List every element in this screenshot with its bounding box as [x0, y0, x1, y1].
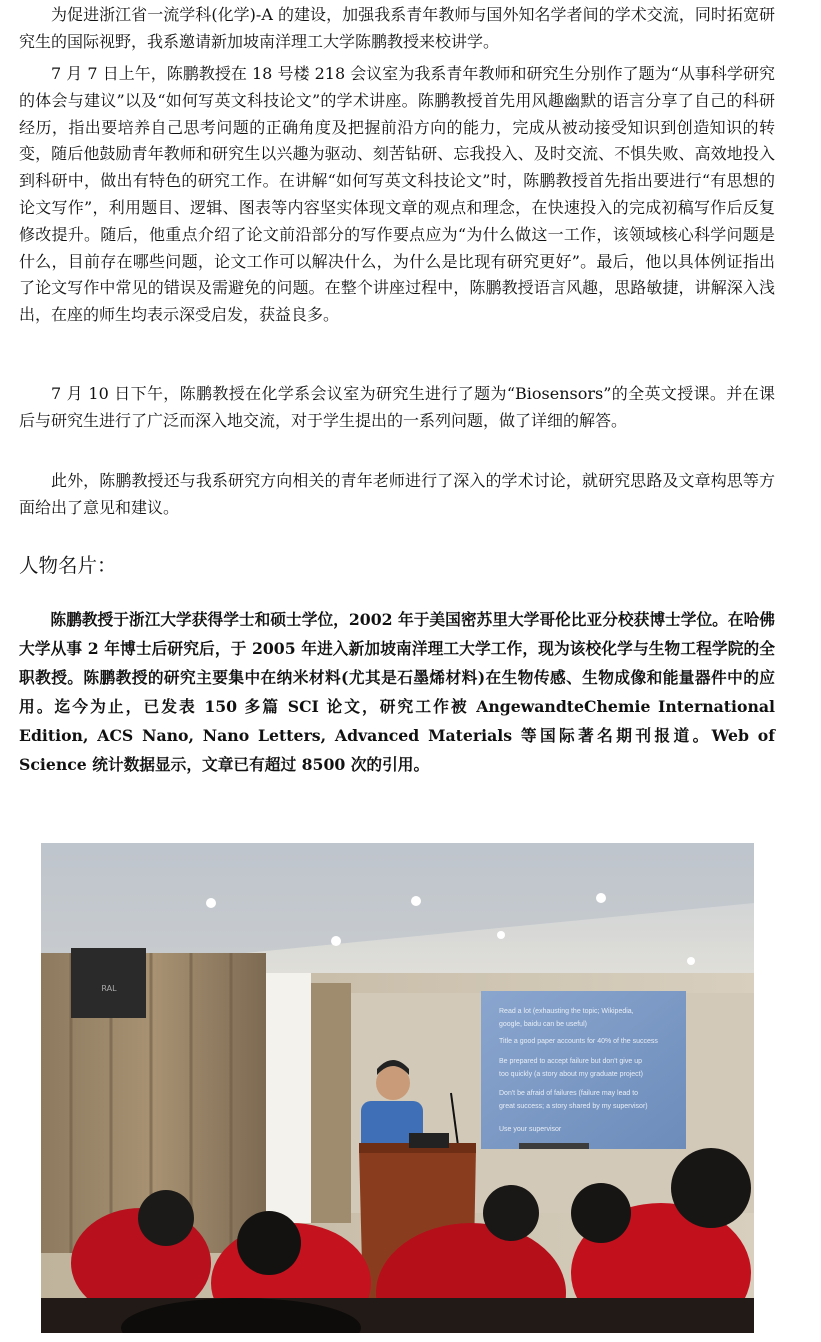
speaker-logo-text: RAL	[101, 984, 117, 993]
slide-line: Be prepared to accept failure but don't give up	[499, 1058, 642, 1065]
slide-line: Read a lot (exhausting the topic; Wikipedia,	[499, 1008, 634, 1015]
lecture-photo	[41, 843, 754, 1333]
slide-line: Don't be afraid of failures (failure may lead to	[499, 1090, 639, 1097]
paragraph-july-7-lecture: 7 月 7 日上午，陈鹏教授在 18 号楼 218 会议室为我系青年教师和研究生分别作了题为“从事科学研究的体会与建议”以及“如何写英文科技论文”的学术讲座。陈鹏教授首先用风趣幽默的语言分享了自己的科研经历，指出要培养自己思考问题的正确角度及把握前沿方向的能力，完成从被动接受知识到创造知识的转变，随后他鼓励青年教师和研究生以兴趣为驱动、刻苦钻研、忘我投入、及时交流、不惧失败、高效地投入到科研中，做出有特色的研究工作。在讲解“如何写英文科技论文”时，陈鹏教授首先指出要进行“有思想的论文写作”，利用题目、逻辑、图表等内容坚实体现文章的观点和理念，在快速投入的完成初稿写作后反复修改提升。随后，他重点介绍了论文前沿部分的写作要点应为“为什么做这一工作，该领域核心科学问题是什么，目前存在哪些问题，论文工作可以解决什么，为什么是比现有研究更好”。最后，他以具体例证指出了论文写作中常见的错误及需避免的问题。在整个讲座过程中，陈鹏教授语言风趣，思路敏捷，讲解深入浅出，在座的师生均表示深受启发，获益良多。	[19, 64, 775, 325]
slide-line: google, baidu can be useful)	[499, 1021, 587, 1028]
slide-line: Title a good paper accounts for 40% of the success	[499, 1038, 658, 1045]
lecture-photo-illustration	[41, 843, 754, 1333]
slide-line: too quickly (a story about my graduate project)	[499, 1071, 643, 1078]
profile-text: 陈鹏教授于浙江大学获得学士和硕士学位，2002 年于美国密苏里大学哥伦比亚分校获博士学位。在哈佛大学从事 2 年博士后研究后，于 2005 年进入新加坡南洋理工大学工作，现为该校化学与生物工程学院的全职教授。陈鹏教授的研究主要集中在纳米材料(尤其是石墨烯材料)在生物传感、生物成像和能量器件中的应用。迄今为止，已发表 150 多篇 SCI 论文，研究工作被 AngewandteChemie International Edition, ACS Nano, Nano Letters, Advanced Materials 等国际著名期刊报道。Web of Science 统计数据显示，文章已有超过 8500 次的引用。	[19, 610, 775, 774]
paragraph-discussion: 此外，陈鹏教授还与我系研究方向相关的青年老师进行了深入的学术讨论，就研究思路及文章构思等方面给出了意见和建议。	[19, 471, 775, 517]
slide-line: great success; a story shared by my supervisor)	[499, 1103, 648, 1110]
paragraph-intro: 为促进浙江省一流学科(化学)-A 的建设，加强我系青年教师与国外知名学者间的学术交流，同时拓宽研究生的国际视野，我系邀请新加坡南洋理工大学陈鹏教授来校讲学。	[19, 5, 775, 51]
paragraph-july-10-course: 7 月 10 日下午，陈鹏教授在化学系会议室为研究生进行了题为“Biosensors”的全英文授课。并在课后与研究生进行了广泛而深入地交流，对于学生提出的一系列问题，做了详细的解答。	[19, 384, 775, 430]
slide-line: Use your supervisor	[499, 1126, 562, 1133]
profile-heading: 人物名片：	[19, 554, 117, 577]
